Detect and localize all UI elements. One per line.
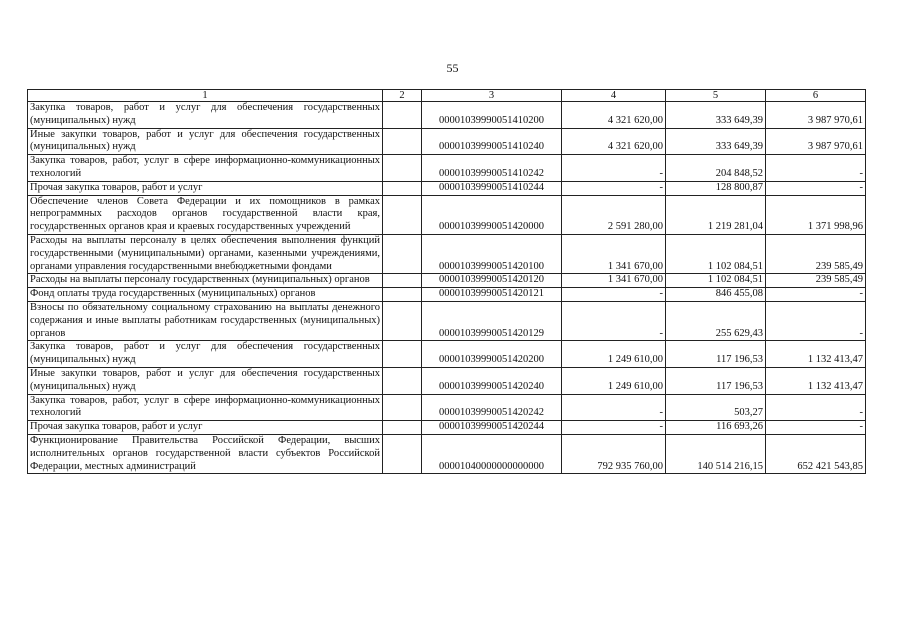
column-header-1: 1 <box>28 90 383 102</box>
row-col6-cell: 652 421 543,85 <box>766 434 866 473</box>
row-col4-cell: 2 591 280,00 <box>562 195 666 234</box>
row-col5-cell: 846 455,08 <box>666 288 766 302</box>
row-col2-cell <box>383 394 422 421</box>
row-code-cell: 00001039990051420121 <box>422 288 562 302</box>
table-row <box>28 195 866 234</box>
row-col6-cell: 1 132 413,47 <box>766 367 866 394</box>
row-col5-cell: 1 219 281,04 <box>666 195 766 234</box>
table-row <box>28 102 866 129</box>
row-code-cell: 00001039990051420000 <box>422 195 562 234</box>
row-col2-cell <box>383 274 422 288</box>
row-col2-cell <box>383 155 422 182</box>
row-name-cell: Закупка товаров, работ и услуг для обеспечения государственных (муниципальных) нужд <box>28 341 383 368</box>
row-col6-cell: 1 371 998,96 <box>766 195 866 234</box>
column-header-5: 5 <box>666 90 766 102</box>
row-code-cell: 00001039990051410244 <box>422 181 562 195</box>
row-col4-cell: 4 321 620,00 <box>562 128 666 155</box>
table-row <box>28 367 866 394</box>
row-name-cell: Расходы на выплаты персоналу государственных (муниципальных) органов <box>28 274 383 288</box>
row-col5-cell: 333 649,39 <box>666 102 766 129</box>
table-row <box>28 434 866 473</box>
row-col5-cell: 1 102 084,51 <box>666 274 766 288</box>
row-col5-cell: 255 629,43 <box>666 301 766 340</box>
table-row <box>28 234 866 273</box>
row-col4-cell: 1 341 670,00 <box>562 234 666 273</box>
row-name-cell: Расходы на выплаты персоналу в целях обеспечения выполнения функций государственными (муниципальными) органами, казенными учреждениями, органами управления государственными внебюджетными фондами <box>28 234 383 273</box>
row-col2-cell <box>383 128 422 155</box>
row-name-cell: Закупка товаров, работ и услуг для обеспечения государственных (муниципальных) нужд <box>28 102 383 129</box>
row-code-cell: 00001039990051420129 <box>422 301 562 340</box>
row-col4-cell: - <box>562 301 666 340</box>
row-code-cell: 00001039990051410240 <box>422 128 562 155</box>
row-code-cell: 00001039990051420200 <box>422 341 562 368</box>
column-header-6: 6 <box>766 90 866 102</box>
row-col2-cell <box>383 367 422 394</box>
row-col2-cell <box>383 434 422 473</box>
row-col4-cell: - <box>562 394 666 421</box>
row-col6-cell: 3 987 970,61 <box>766 128 866 155</box>
row-col6-cell: - <box>766 181 866 195</box>
table-body <box>28 102 866 474</box>
table-row <box>28 181 866 195</box>
row-code-cell: 00001039990051420242 <box>422 394 562 421</box>
table-header <box>28 90 866 102</box>
row-col5-cell: 117 196,53 <box>666 367 766 394</box>
row-col6-cell: - <box>766 155 866 182</box>
table-row <box>28 394 866 421</box>
row-col4-cell: - <box>562 421 666 435</box>
row-col2-cell <box>383 288 422 302</box>
row-col5-cell: 140 514 216,15 <box>666 434 766 473</box>
row-col5-cell: 128 800,87 <box>666 181 766 195</box>
row-col5-cell: 204 848,52 <box>666 155 766 182</box>
row-col4-cell: 1 249 610,00 <box>562 367 666 394</box>
table-row <box>28 128 866 155</box>
row-col4-cell: 1 249 610,00 <box>562 341 666 368</box>
row-col6-cell: - <box>766 301 866 340</box>
row-code-cell: 00001039990051420100 <box>422 234 562 273</box>
row-col2-cell <box>383 102 422 129</box>
row-name-cell: Иные закупки товаров, работ и услуг для обеспечения государственных (муниципальных) нужд <box>28 128 383 155</box>
column-header-3: 3 <box>422 90 562 102</box>
row-name-cell: Взносы по обязательному социальному страхованию на выплаты денежного содержания и иные выплаты работникам государственных (муниципальных) органов <box>28 301 383 340</box>
row-col2-cell <box>383 301 422 340</box>
row-name-cell: Прочая закупка товаров, работ и услуг <box>28 421 383 435</box>
row-col6-cell: - <box>766 421 866 435</box>
column-header-4: 4 <box>562 90 666 102</box>
row-col2-cell <box>383 195 422 234</box>
row-col5-cell: 503,27 <box>666 394 766 421</box>
row-col2-cell <box>383 421 422 435</box>
row-name-cell: Прочая закупка товаров, работ и услуг <box>28 181 383 195</box>
row-name-cell: Фонд оплаты труда государственных (муниципальных) органов <box>28 288 383 302</box>
row-code-cell: 00001039990051410200 <box>422 102 562 129</box>
table-row <box>28 274 866 288</box>
row-col4-cell: 1 341 670,00 <box>562 274 666 288</box>
row-col6-cell: 1 132 413,47 <box>766 341 866 368</box>
row-col4-cell: - <box>562 181 666 195</box>
row-name-cell: Закупка товаров, работ, услуг в сфере информационно-коммуникационных технологий <box>28 155 383 182</box>
table-row <box>28 301 866 340</box>
budget-table <box>27 89 866 474</box>
page-number: 55 <box>446 61 459 75</box>
table-row <box>28 288 866 302</box>
column-header-2: 2 <box>383 90 422 102</box>
row-col4-cell: - <box>562 288 666 302</box>
row-col5-cell: 333 649,39 <box>666 128 766 155</box>
row-col6-cell: 3 987 970,61 <box>766 102 866 129</box>
row-col5-cell: 1 102 084,51 <box>666 234 766 273</box>
row-col4-cell: 4 321 620,00 <box>562 102 666 129</box>
row-col4-cell: 792 935 760,00 <box>562 434 666 473</box>
row-code-cell: 00001039990051420244 <box>422 421 562 435</box>
row-col6-cell: - <box>766 394 866 421</box>
row-name-cell: Иные закупки товаров, работ и услуг для обеспечения государственных (муниципальных) нужд <box>28 367 383 394</box>
row-col6-cell: 239 585,49 <box>766 274 866 288</box>
row-col5-cell: 117 196,53 <box>666 341 766 368</box>
row-code-cell: 00001039990051420240 <box>422 367 562 394</box>
row-col2-cell <box>383 234 422 273</box>
table-row <box>28 155 866 182</box>
row-code-cell: 00001040000000000000 <box>422 434 562 473</box>
row-name-cell: Обеспечение членов Совета Федерации и их помощников в рамках непрограммных расходов органов государственной власти края, государственных органов края и краевых государственных учреждений <box>28 195 383 234</box>
row-name-cell: Функционирование Правительства Российской Федерации, высших исполнительных органов государственной власти субъектов Российской Федерации, местных администраций <box>28 434 383 473</box>
row-code-cell: 00001039990051410242 <box>422 155 562 182</box>
table-row <box>28 341 866 368</box>
row-col4-cell: - <box>562 155 666 182</box>
row-code-cell: 00001039990051420120 <box>422 274 562 288</box>
table-row <box>28 421 866 435</box>
row-col6-cell: 239 585,49 <box>766 234 866 273</box>
row-col2-cell <box>383 341 422 368</box>
row-col6-cell: - <box>766 288 866 302</box>
header-row <box>28 90 866 102</box>
row-col2-cell <box>383 181 422 195</box>
row-col5-cell: 116 693,26 <box>666 421 766 435</box>
row-name-cell: Закупка товаров, работ, услуг в сфере информационно-коммуникационных технологий <box>28 394 383 421</box>
